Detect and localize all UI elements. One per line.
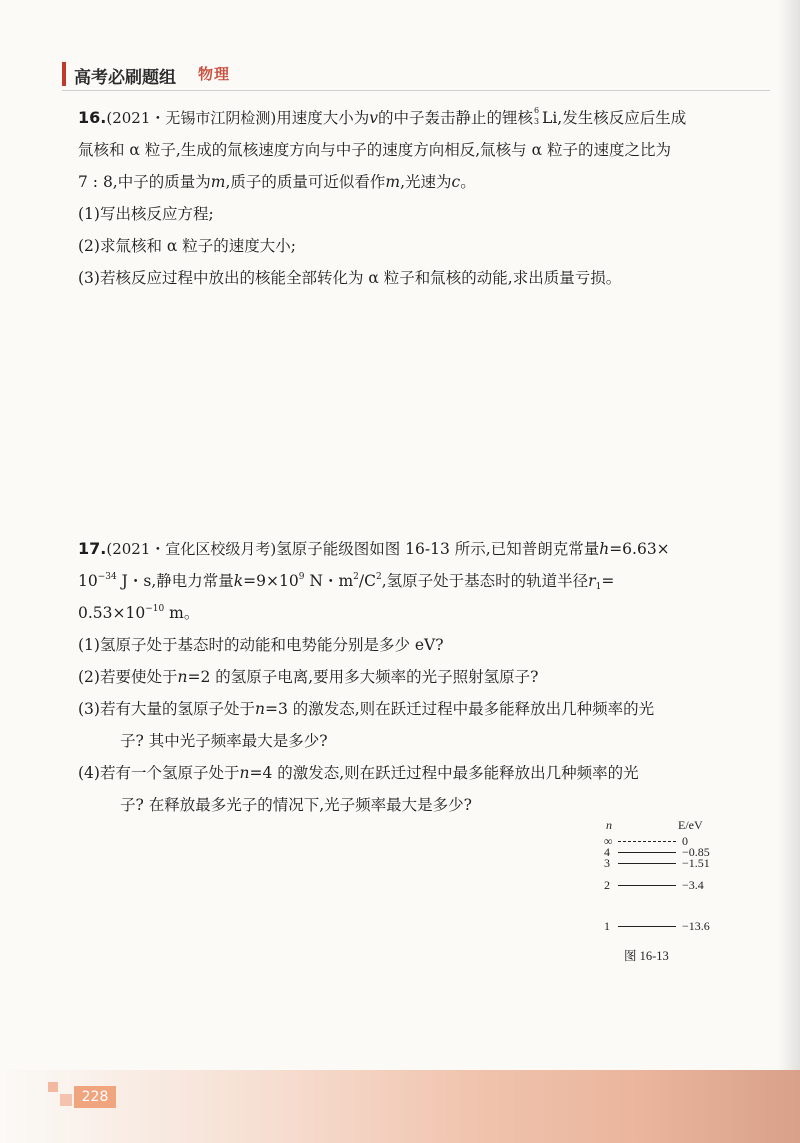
q17-exponent: −34	[97, 572, 117, 582]
q17-var-k: k	[233, 572, 244, 590]
q17-text: =	[601, 572, 615, 590]
q16-part-2: (2)求氚核和 α 粒子的速度大小;	[78, 237, 296, 255]
q16-var-c: c	[451, 173, 461, 191]
question-16	[78, 102, 728, 294]
li-nuclide-indices	[533, 106, 542, 126]
q16-var-v: v	[369, 109, 379, 127]
q17-text: J・s,静电力常量	[116, 572, 234, 590]
level-energy-label: −1.51	[682, 856, 710, 870]
level-2	[596, 878, 736, 892]
q17-text: (4)若有一个氢原子处于	[78, 764, 240, 782]
q16-var-m: m	[385, 173, 401, 191]
page-number: 228	[74, 1086, 116, 1108]
q17-text: =3 的激发态,则在跃迁过程中最多能释放出几种频率的光	[264, 700, 655, 718]
figure-caption: 图 16-13	[624, 949, 669, 963]
q17-line-3	[78, 597, 728, 629]
level-line	[618, 885, 676, 886]
level-n-label: 1	[604, 919, 610, 933]
li-atomic-number: 3	[534, 117, 540, 126]
diagram-n-header: n	[606, 818, 612, 832]
q16-part-1: (1)写出核反应方程;	[78, 205, 214, 223]
q17-part-4	[78, 757, 728, 789]
q17-text: (3)若有大量的氢原子处于	[78, 700, 255, 718]
q17-source: (2021・宣化区校级月考)	[106, 540, 277, 558]
footer-gradient-band	[0, 1070, 800, 1143]
q17-exponent: −10	[145, 604, 165, 614]
q16-text: 的中子轰击静止的锂核	[378, 109, 534, 127]
q17-var-h: h	[599, 540, 610, 558]
q17-text: /C	[358, 572, 376, 590]
energy-level-diagram	[596, 818, 736, 968]
q17-part-3-cont: 子? 其中光子频率最大是多少?	[120, 732, 328, 750]
q17-text: 10	[78, 572, 98, 590]
q16-text: Li,发生核反应后生成	[542, 109, 687, 127]
q17-part-1: (1)氢原子处于基态时的动能和电势能分别是多少 eV?	[78, 636, 444, 654]
header-divider	[62, 90, 770, 91]
level-energy-label: 0	[682, 834, 688, 848]
q16-text: 氚核和 α 粒子,生成的氚核速度方向与中子的速度方向相反,氚核与 α 粒子的速度之比为	[78, 141, 671, 159]
q17-exponent: 2	[375, 572, 382, 582]
q17-text: 氢原子能级图如图 16-13 所示,已知普朗克常量	[276, 540, 600, 558]
q17-part-2	[78, 661, 728, 693]
footer-decor-square	[48, 1082, 58, 1092]
level-energy-label: −0.85	[682, 845, 710, 859]
q17-text: =2 的氢原子电离,要用多大频率的光子照射氢原子?	[187, 668, 539, 686]
q16-text: 7 : 8,中子的质量为	[78, 173, 211, 191]
level-n-label: 2	[604, 878, 610, 892]
q17-exponent: 2	[353, 572, 359, 582]
level-n-label: 3	[604, 856, 610, 870]
li-mass-number: 6	[534, 106, 540, 115]
diagram-energy-header: E/eV	[678, 818, 703, 832]
level-energy-label: −13.6	[682, 919, 710, 933]
level-n-label: 4	[604, 845, 610, 859]
level-1	[596, 919, 736, 933]
q17-text: 0.53×10	[78, 604, 146, 622]
level-n-label: ∞	[604, 834, 613, 848]
q17-text: =6.63×	[609, 540, 670, 558]
level-3	[596, 856, 736, 870]
q17-line-2	[78, 565, 728, 597]
q16-text: 用速度大小为	[276, 109, 370, 127]
level-line	[618, 863, 676, 864]
level-line	[618, 841, 676, 842]
q17-text: =9×10	[243, 572, 299, 590]
q16-line-2	[78, 134, 728, 166]
header-subject-badge: 物理	[198, 65, 231, 83]
q17-text: N・m	[304, 572, 354, 590]
q17-line-1	[78, 533, 728, 565]
q16-line-3	[78, 166, 728, 198]
q16-text: ,质子的质量可近似看作	[225, 173, 386, 191]
q17-text: =4 的激发态,则在跃迁过程中最多能释放出几种频率的光	[249, 764, 639, 782]
q16-part-3: (3)若核反应过程中放出的核能全部转化为 α 粒子和氚核的动能,求出质量亏损。	[78, 269, 622, 287]
q17-var-r: r	[588, 572, 596, 590]
q17-text: ,氢原子处于基态时的轨道半径	[381, 572, 589, 590]
page-edge-shadow	[778, 0, 800, 1143]
q17-text: m。	[164, 604, 200, 622]
q16-var-m: m	[210, 173, 226, 191]
question-17	[78, 533, 728, 821]
level-line	[618, 852, 676, 853]
footer-decor-square	[60, 1094, 72, 1106]
q17-exponent: 9	[298, 572, 305, 582]
q17-part-4-cont: 子? 在释放最多光子的情况下,光子频率最大是多少?	[120, 796, 472, 814]
q17-text: (2)若要使处于	[78, 668, 178, 686]
header-accent-bar	[62, 62, 66, 86]
q16-text: ,光速为	[400, 173, 452, 191]
q16-text: 。	[460, 173, 476, 191]
level-energy-label: −3.4	[682, 878, 704, 892]
q17-var-n: n	[254, 700, 265, 718]
q17-part-3	[78, 693, 728, 725]
q17-var-n: n	[177, 668, 188, 686]
q16-number: 16.	[78, 108, 107, 127]
q17-subscript: 1	[595, 582, 602, 592]
header-title: 高考必刷题组	[74, 68, 176, 88]
q17-number: 17.	[78, 539, 107, 558]
q17-var-n: n	[239, 764, 250, 782]
q16-source: (2021・无锡市江阴检测)	[106, 109, 277, 127]
q16-line-1	[78, 102, 728, 134]
level-line	[618, 926, 676, 927]
